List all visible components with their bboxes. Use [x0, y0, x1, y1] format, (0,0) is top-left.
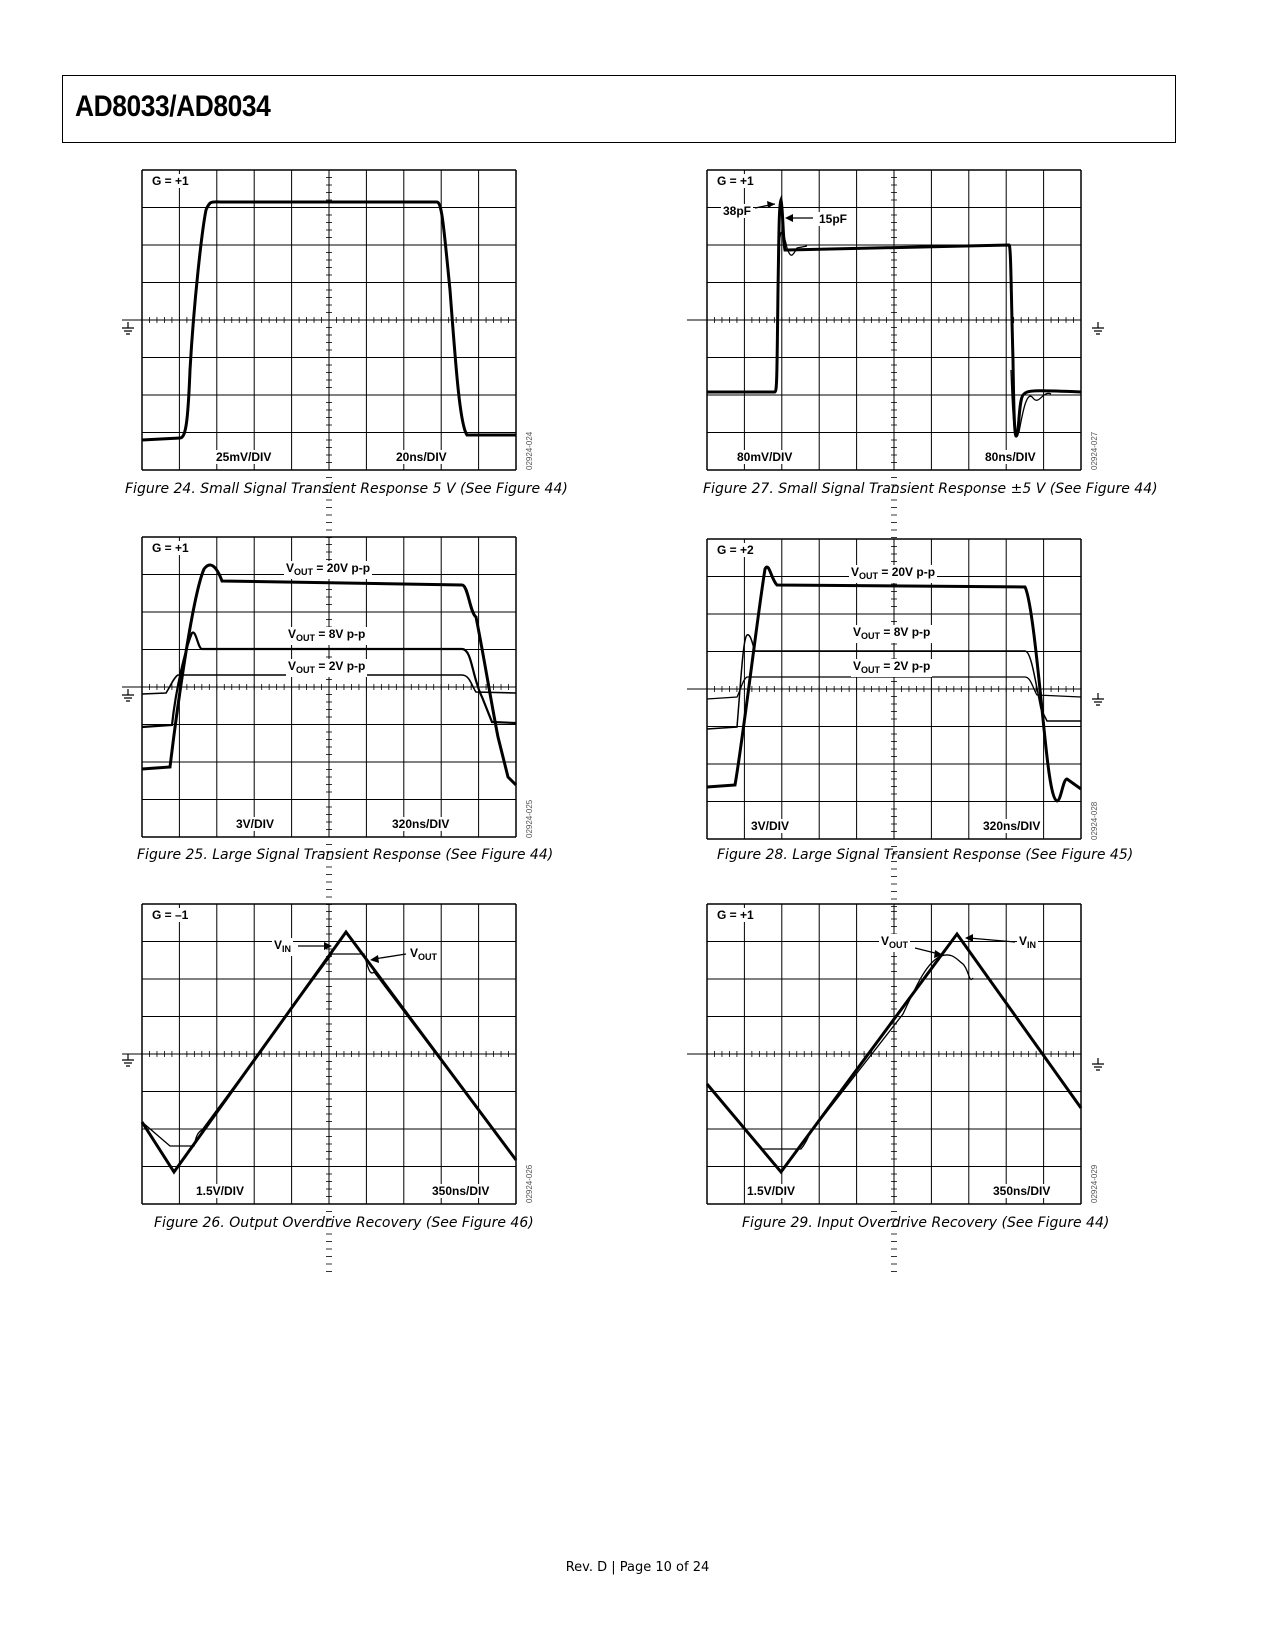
figure-code: 02924-024 [525, 431, 534, 470]
gain-label: G = +1 [152, 174, 189, 188]
arrow-icon [142, 904, 516, 1204]
header-box [62, 75, 1176, 143]
figure-caption: Figure 26. Output Overdrive Recovery (See Figure 46) [154, 1215, 534, 1231]
vout-8v-label: $V_{OUT} = 8V$ p-p [853, 625, 931, 641]
scope-figure-27 [707, 170, 1087, 470]
ground-icon [120, 689, 136, 705]
volts-per-div: 80mV/DIV [737, 450, 793, 464]
volts-per-div: 3V/DIV [236, 817, 275, 831]
figure-caption: Figure 24. Small Signal Transient Response 5 V (See Figure 44) [125, 481, 568, 497]
gain-label: G = +1 [717, 908, 754, 922]
figure-caption: Figure 28. Large Signal Transient Response (See Figure 45) [717, 847, 1134, 863]
ground-icon [1090, 693, 1106, 709]
ground-icon [120, 1054, 136, 1070]
volts-per-div: 3V/DIV [751, 819, 790, 833]
vout-2v-label: $V_{OUT} = 2V$ p-p [853, 659, 931, 675]
time-per-div: 20ns/DIV [396, 450, 447, 464]
time-per-div: 350ns/DIV [432, 1184, 490, 1198]
figure-code: 02924-026 [525, 1164, 534, 1203]
scope-figure-26 [142, 904, 522, 1204]
ground-icon [1090, 1058, 1106, 1074]
gain-label: G = –1 [152, 908, 189, 922]
time-per-div: 350ns/DIV [993, 1184, 1051, 1198]
page-title: AD8033/AD8034 [75, 90, 271, 123]
vout-label: $V_{OUT}$ [881, 934, 909, 950]
ground-icon [120, 322, 136, 338]
vout-2v-label: $V_{OUT} = 2V$ p-p [288, 659, 366, 675]
cap-38pf-label: 38pF [723, 204, 752, 218]
figure-caption: Figure 25. Large Signal Transient Response (See Figure 44) [137, 847, 554, 863]
volts-per-div: 1.5V/DIV [747, 1184, 796, 1198]
figure-code: 02924-029 [1090, 1164, 1099, 1203]
gain-label: G = +2 [717, 543, 754, 557]
waveform [142, 170, 516, 470]
figure-caption: Figure 29. Input Overdrive Recovery (See Figure 44) [742, 1215, 1110, 1231]
figure-caption: Figure 27. Small Signal Transient Response ±5 V (See Figure 44) [703, 481, 1158, 497]
ground-icon [1090, 322, 1106, 338]
scope-figure-25 [142, 537, 522, 837]
volts-per-div: 25mV/DIV [216, 450, 272, 464]
vin-label: $V_{IN}$ [1019, 934, 1037, 950]
gain-label: G = +1 [717, 174, 754, 188]
volts-per-div: 1.5V/DIV [196, 1184, 245, 1198]
scope-figure-29 [707, 904, 1087, 1204]
vout-8v-label: $V_{OUT} = 8V$ p-p [288, 627, 366, 643]
gain-label: G = +1 [152, 541, 189, 555]
arrow-icon [707, 904, 1081, 1204]
figure-code: 02924-027 [1090, 431, 1099, 470]
waveform [707, 539, 1081, 839]
figure-code: 02924-028 [1090, 801, 1099, 840]
vout-label: $V_{OUT}$ [410, 946, 438, 962]
vout-20v-label: $V_{OUT} = 20V$ p-p [286, 561, 371, 577]
time-per-div: 320ns/DIV [392, 817, 450, 831]
waveform [142, 537, 516, 837]
vout-20v-label: $V_{OUT} = 20V$ p-p [851, 565, 936, 581]
time-per-div: 320ns/DIV [983, 819, 1041, 833]
page-footer: Rev. D | Page 10 of 24 [565, 1560, 710, 1575]
vin-label: $V_{IN}$ [274, 938, 292, 954]
scope-figure-28 [707, 539, 1087, 839]
scope-figure-24 [142, 170, 522, 470]
arrow-icon [707, 170, 1081, 470]
time-per-div: 80ns/DIV [985, 450, 1036, 464]
cap-15pf-label: 15pF [819, 212, 848, 226]
figure-code: 02924-025 [525, 799, 534, 838]
